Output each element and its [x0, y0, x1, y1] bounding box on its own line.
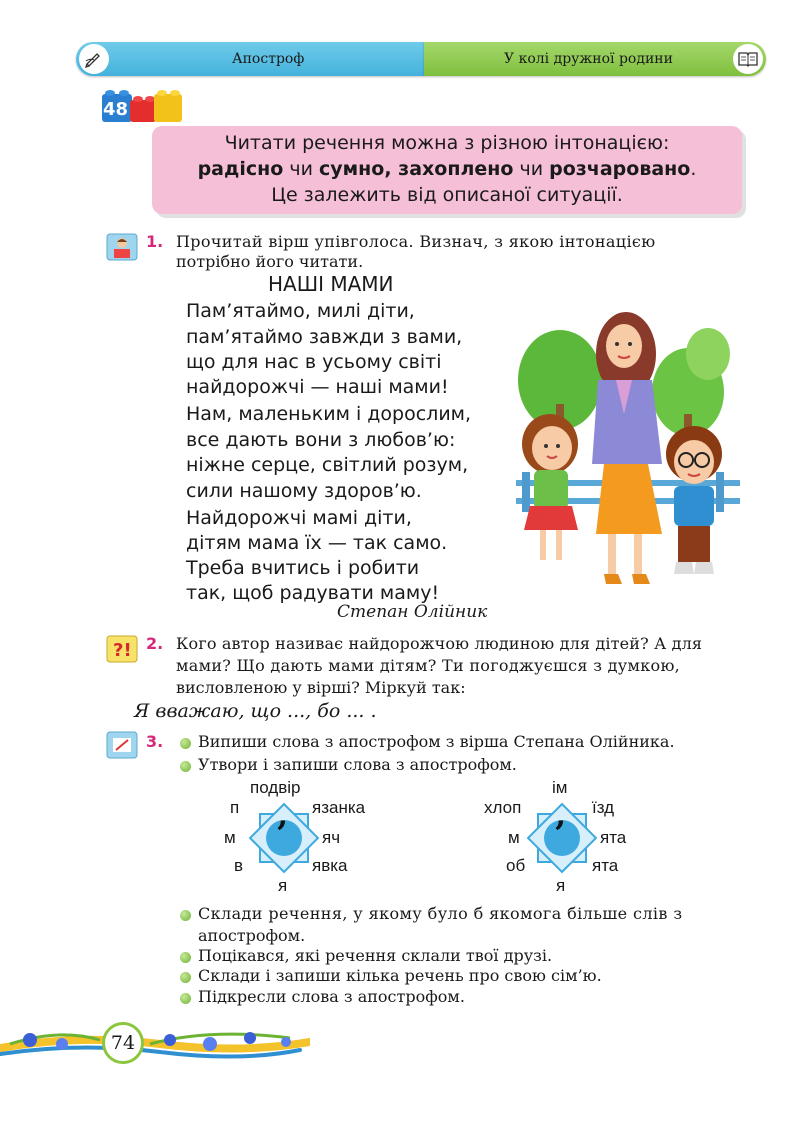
lesson-number-blocks — [100, 86, 186, 126]
star-1-top-right: язанка — [312, 798, 366, 817]
rule-word-sad-excited: сумно, захоплено — [318, 158, 514, 180]
star-2-top: ім — [552, 778, 568, 797]
poem-line: найдорожчі — наші мами! — [186, 376, 449, 398]
header-left-tab — [76, 42, 424, 76]
star-2-bottom-right: ята — [592, 856, 619, 875]
poem-line: сили нашому здоров’ю. — [186, 480, 422, 502]
poem-line: ніжне серце, світлий розум, — [186, 454, 469, 476]
lesson-number: 48 — [103, 99, 129, 120]
star-2-top-left: хлоп — [484, 798, 522, 817]
star-2-top-right: їзд — [592, 798, 615, 817]
star-2-right: ята — [600, 828, 627, 847]
task-3-bullet-3-line-1: Склади речення, у якому було б якомога більше слів з — [198, 904, 683, 923]
poem-line: Пам’ятаймо, милі діти, — [186, 300, 415, 322]
poem-line: пам’ятаймо завжди з вами, — [186, 326, 463, 348]
poem-line: Найдорожчі мамі діти, — [186, 507, 412, 529]
bullet-icon — [180, 972, 191, 983]
page-header — [76, 42, 766, 76]
task-3-bullet-2: Утвори і запиши слова з апострофом. — [198, 755, 517, 774]
task-3-bullet-6: Підкресли слова з апострофом. — [198, 987, 465, 1006]
floral-footer-decoration — [0, 1014, 310, 1074]
page-number: 74 — [102, 1022, 144, 1064]
header-topic: Апостроф — [232, 51, 305, 67]
bullet-icon — [180, 910, 191, 921]
task-2-number: 2. — [146, 634, 164, 653]
poem-line: все дають вони з любов’ю: — [186, 429, 456, 451]
task-3-bullet-4: Поцікався, які речення склали твої друзі. — [198, 946, 553, 965]
reasoning-template: Я вважаю, що ..., бо ... . — [134, 700, 377, 722]
rule-box — [152, 126, 742, 214]
task-3-bullet-3-line-2: апострофом. — [198, 926, 306, 945]
poem-author: Степан Олійник — [337, 602, 488, 622]
task-3-bullet-5: Склади і запиши кілька речень про свою сім’ю. — [198, 966, 602, 985]
mother-children-illustration — [512, 284, 744, 594]
rule-line-1: Читати речення можна з різною інтонацією: — [224, 132, 670, 154]
star-1-bottom-right: явка — [312, 856, 348, 875]
svg-text:?!: ?! — [113, 640, 132, 661]
bullet-icon — [180, 761, 191, 772]
star-1-top: подвір — [250, 778, 301, 797]
rule-word-disappointed: розчаровано — [549, 158, 691, 180]
rule-line-2 — [152, 158, 742, 180]
task-3-bullet-1: Випиши слова з апострофом з вірша Степана Олійника. — [198, 732, 675, 751]
task-3-number: 3. — [146, 732, 164, 751]
question-icon — [104, 632, 140, 662]
task-2-line-3: висловленою у вірші? Міркуй так: — [176, 678, 466, 697]
apostrophe-mark: ’ — [276, 814, 288, 854]
star-1-left: м — [224, 828, 236, 847]
poem-line: що для нас в усьому світі — [186, 351, 442, 373]
poem-line: так, щоб радувати маму! — [186, 582, 440, 604]
star-1-bottom-left: в — [234, 856, 244, 875]
task-1-line-1: Прочитай вірш упівголоса. Визнач, з якою інтонацією — [176, 232, 656, 251]
star-1-bottom: я — [278, 876, 288, 895]
rule-line-3: Це залежить від описаної ситуації. — [271, 184, 623, 206]
task-2-line-2: мами? Що дають мами дітям? Ти погоджуєшся з думкою, — [176, 656, 681, 675]
pencil-icon — [79, 44, 109, 74]
bullet-icon — [180, 738, 191, 749]
apostrophe-mark: ’ — [554, 814, 566, 854]
bullet-icon — [180, 952, 191, 963]
star-1-top-left: п — [230, 798, 240, 817]
header-unit: У колі дружної родини — [504, 51, 673, 67]
rule-period: . — [690, 158, 697, 180]
task-1-number: 1. — [146, 232, 164, 251]
task-2-line-1: Кого автор називає найдорожчою людиною для дітей? А для — [176, 634, 703, 653]
header-right-tab — [424, 42, 766, 76]
rule-conj-2: чи — [513, 158, 550, 180]
star-1-right: яч — [322, 828, 341, 847]
bullet-icon — [180, 993, 191, 1004]
poem-line: Нам, маленьким і дорослим, — [186, 403, 472, 425]
poem-line: Треба вчитись і робити — [186, 557, 420, 579]
star-2-left: м — [508, 828, 520, 847]
poem-title: НАШІ МАМИ — [268, 272, 394, 296]
poem-line: дітям мама їх — так само. — [186, 532, 448, 554]
star-2-bottom-left: об — [506, 856, 526, 875]
star-2-bottom: я — [556, 876, 566, 895]
rule-conj-1: чи — [283, 158, 319, 180]
reading-icon — [104, 232, 140, 262]
rule-word-joyfully: радісно — [197, 158, 284, 180]
writing-icon — [104, 730, 140, 760]
book-icon — [733, 44, 763, 74]
task-1-line-2: потрібно його читати. — [176, 252, 364, 271]
